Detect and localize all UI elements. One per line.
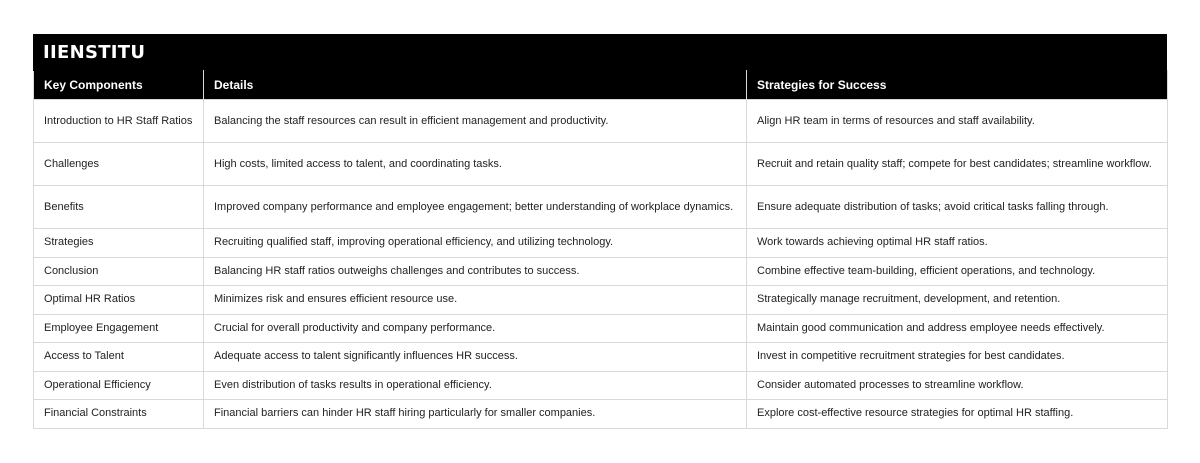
cell-details: High costs, limited access to talent, and coordinating tasks. xyxy=(204,143,747,186)
table-container xyxy=(33,34,1167,429)
cell-strategy: Work towards achieving optimal HR staff ratios. xyxy=(747,229,1168,258)
cell-component: Optimal HR Ratios xyxy=(34,286,204,315)
data-table xyxy=(33,70,1168,429)
cell-component: Operational Efficiency xyxy=(34,371,204,400)
cell-details: Balancing the staff resources can result in efficient management and productivity. xyxy=(204,100,747,143)
table-row xyxy=(34,314,1168,343)
table-row xyxy=(34,100,1168,143)
cell-component: Challenges xyxy=(34,143,204,186)
header-row xyxy=(34,71,1168,100)
cell-strategy: Explore cost-effective resource strategies for optimal HR staffing. xyxy=(747,400,1168,429)
table-row xyxy=(34,371,1168,400)
cell-strategy: Recruit and retain quality staff; compete for best candidates; streamline workflow. xyxy=(747,143,1168,186)
cell-details: Even distribution of tasks results in operational efficiency. xyxy=(204,371,747,400)
cell-component: Benefits xyxy=(34,186,204,229)
cell-details: Recruiting qualified staff, improving operational efficiency, and utilizing technology. xyxy=(204,229,747,258)
column-header-key-components: Key Components xyxy=(34,71,204,100)
cell-component: Conclusion xyxy=(34,257,204,286)
cell-strategy: Maintain good communication and address employee needs effectively. xyxy=(747,314,1168,343)
table-row xyxy=(34,229,1168,258)
table-row xyxy=(34,257,1168,286)
cell-strategy: Align HR team in terms of resources and staff availability. xyxy=(747,100,1168,143)
table-row xyxy=(34,343,1168,372)
column-header-strategies: Strategies for Success xyxy=(747,71,1168,100)
cell-component: Employee Engagement xyxy=(34,314,204,343)
cell-details: Improved company performance and employee engagement; better understanding of workplace dynamics. xyxy=(204,186,747,229)
cell-component: Strategies xyxy=(34,229,204,258)
cell-strategy: Combine effective team-building, efficient operations, and technology. xyxy=(747,257,1168,286)
brand-title: IIENSTITU xyxy=(43,41,146,63)
cell-details: Balancing HR staff ratios outweighs challenges and contributes to success. xyxy=(204,257,747,286)
cell-strategy: Ensure adequate distribution of tasks; avoid critical tasks falling through. xyxy=(747,186,1168,229)
cell-details: Crucial for overall productivity and company performance. xyxy=(204,314,747,343)
cell-strategy: Strategically manage recruitment, development, and retention. xyxy=(747,286,1168,315)
cell-details: Adequate access to talent significantly influences HR success. xyxy=(204,343,747,372)
table-row xyxy=(34,286,1168,315)
table-row xyxy=(34,186,1168,229)
cell-component: Financial Constraints xyxy=(34,400,204,429)
cell-strategy: Consider automated processes to streamline workflow. xyxy=(747,371,1168,400)
cell-component: Access to Talent xyxy=(34,343,204,372)
cell-details: Minimizes risk and ensures efficient resource use. xyxy=(204,286,747,315)
brand-header xyxy=(33,34,1167,70)
column-header-details: Details xyxy=(204,71,747,100)
cell-details: Financial barriers can hinder HR staff hiring particularly for smaller companies. xyxy=(204,400,747,429)
table-row xyxy=(34,400,1168,429)
cell-strategy: Invest in competitive recruitment strategies for best candidates. xyxy=(747,343,1168,372)
table-row xyxy=(34,143,1168,186)
cell-component: Introduction to HR Staff Ratios xyxy=(34,100,204,143)
